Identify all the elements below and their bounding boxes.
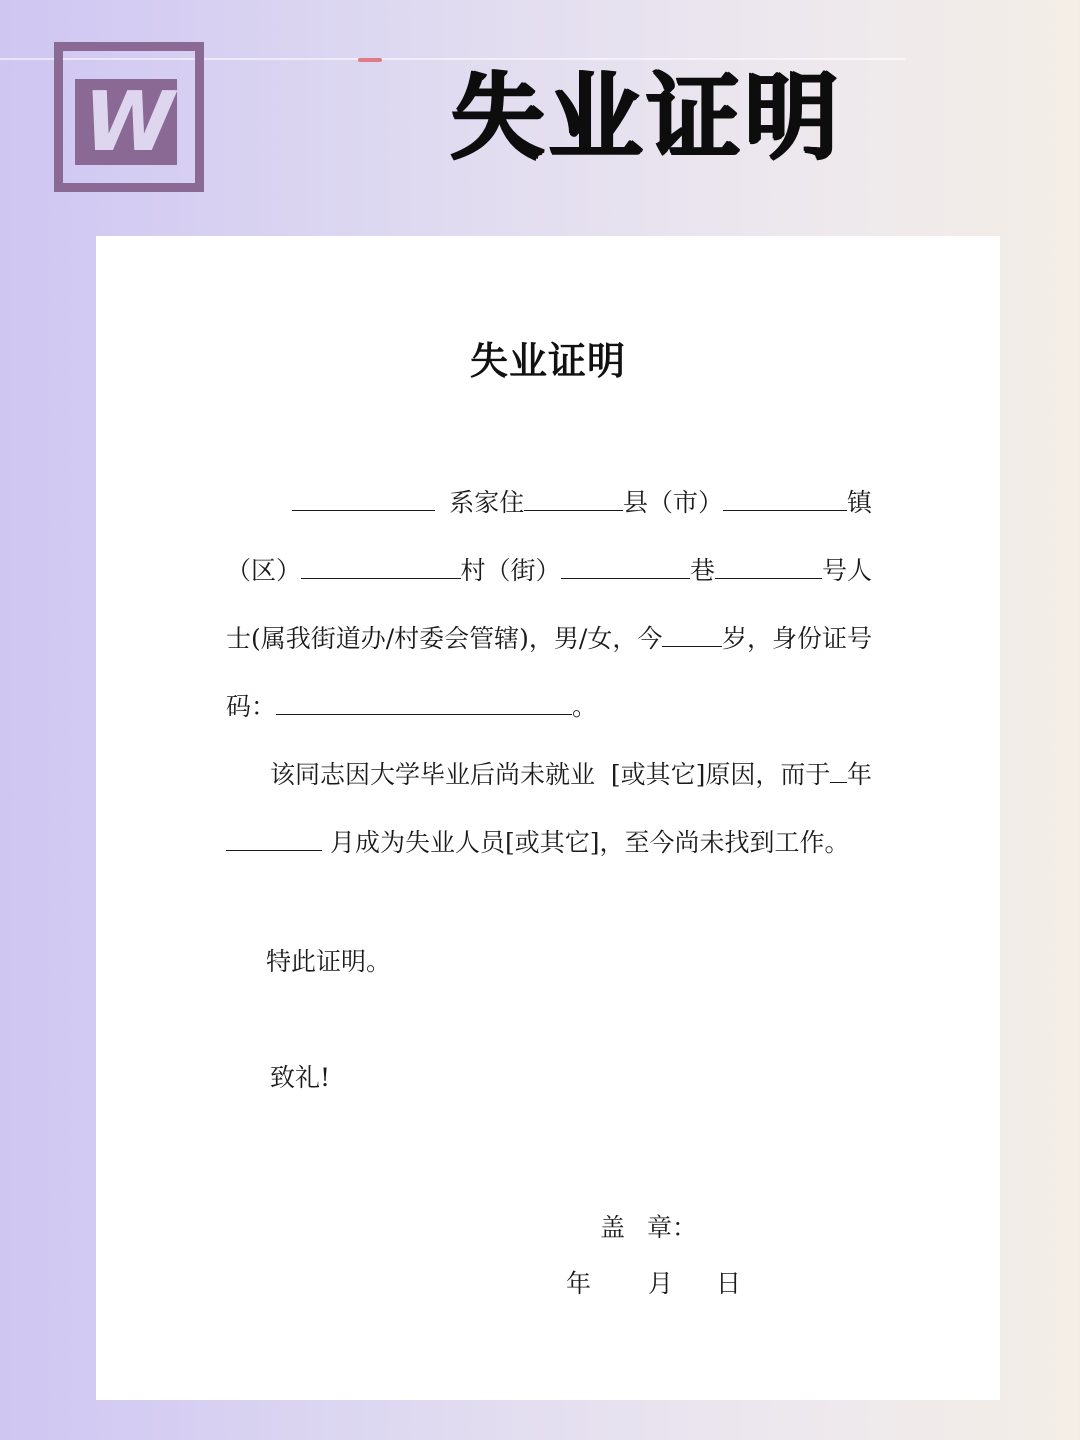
word-logo-plate (75, 74, 177, 170)
village-blank (301, 550, 461, 579)
text-date-year: 年 (566, 1269, 592, 1298)
text-district: （区） (226, 556, 302, 585)
paragraph-1-line-4 (226, 686, 872, 726)
text-date-month: 月 (648, 1269, 674, 1298)
text-month-status: 月成为失业人员[或其它]，至今尚未找到工作。 (330, 828, 850, 857)
paragraph-1-line-2 (226, 550, 872, 590)
word-logo-icon (54, 42, 204, 192)
county-blank (524, 482, 623, 511)
date-line (566, 1264, 741, 1300)
paragraph-2-line-2 (226, 822, 872, 862)
page-title: 失业证明 (450, 63, 843, 172)
seal-line (600, 1208, 697, 1244)
text-seal-b: 章： (647, 1213, 698, 1242)
salute-line (270, 1058, 916, 1098)
paragraph-2-line-1 (270, 754, 872, 794)
text-code: 码： (226, 692, 277, 721)
text-reason: 该同志因大学毕业后尚未就业 [或其它]原因，而于 (270, 760, 831, 789)
document-title: 失业证明 (469, 339, 626, 383)
text-period: 。 (572, 692, 598, 721)
paragraph-1-line-3 (226, 618, 872, 658)
text-number: 号人 (821, 556, 872, 585)
number-blank (715, 550, 822, 579)
text-home-address: 系家住 (449, 488, 525, 517)
certify-line (266, 942, 912, 982)
word-logo-letter: W (83, 74, 169, 170)
lane-blank (561, 550, 690, 579)
paragraph-1-line-1 (292, 482, 872, 522)
text-year: 年 (846, 760, 872, 789)
text-seal-a: 盖 (600, 1213, 626, 1242)
text-village: 村（街） (460, 556, 561, 585)
text-date-day: 日 (716, 1269, 742, 1298)
text-salute: 致礼! (270, 1063, 331, 1092)
text-jurisdiction: 士(属我街道办/村委会管辖)，男/女，今 (226, 624, 663, 653)
text-id-number: 岁，身份证号 (721, 624, 872, 653)
text-town: 镇 (846, 488, 872, 517)
text-certify: 特此证明。 (266, 947, 392, 976)
age-blank (662, 618, 722, 647)
town-blank (723, 482, 847, 511)
name-blank (292, 482, 435, 511)
text-county: 县（市） (623, 488, 724, 517)
text-lane: 巷 (690, 556, 716, 585)
month-blank (226, 822, 322, 851)
id-blank (276, 686, 572, 715)
document-sheet (96, 236, 1000, 1400)
year-blank (830, 754, 847, 783)
header-accent-mark (358, 58, 382, 62)
